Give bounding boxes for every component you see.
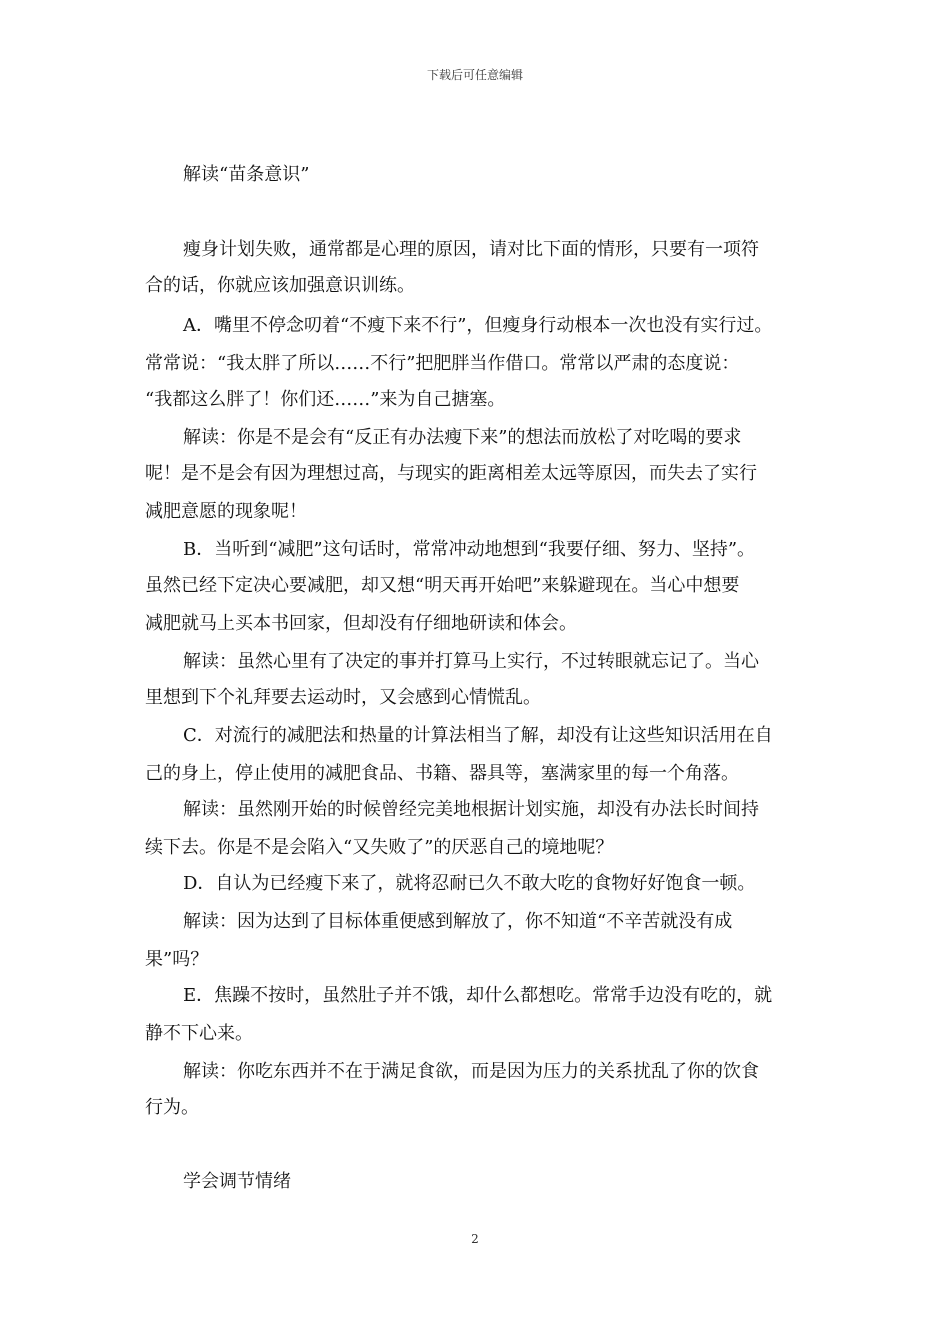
option-a-reading-line: 减肥意愿的现象呢！ <box>145 501 307 522</box>
option-c-line: C．对流行的减肥法和热量的计算法相当了解，却没有让这些知识活用在自 <box>183 725 773 746</box>
option-e-reading-line: 行为。 <box>145 1097 199 1118</box>
option-a-reading-line: 呢！是不是会有因为理想过高，与现实的距离相差太远等原因，而失去了实行 <box>145 463 757 484</box>
page-number: 2 <box>471 1232 479 1246</box>
option-e-line: E．焦躁不按时，虽然肚子并不饿，却什么都想吃。常常手边没有吃的，就 <box>183 985 773 1006</box>
option-b-line: 减肥就马上买本书回家，但却没有仔细地研读和体会。 <box>145 613 577 634</box>
option-c-reading-line: 解读：虽然刚开始的时候曾经完美地根据计划实施，却没有办法长时间持 <box>183 799 759 820</box>
option-d-line: D．自认为已经瘦下来了，就将忍耐已久不敢大吃的食物好好饱食一顿。 <box>183 873 756 894</box>
option-a-reading-line: 解读：你是不是会有“反正有办法瘦下来”的想法而放松了对吃喝的要求 <box>183 427 742 448</box>
option-d-reading-line: 果”吗？ <box>145 949 209 970</box>
section-heading: 学会调节情绪 <box>183 1171 291 1192</box>
option-a-line: 常常说：“我太胖了所以……不行”把肥胖当作借口。常常以严肃的态度说： <box>145 353 740 374</box>
option-a-line: A．嘴里不停念叨着“不瘦下来不行”，但瘦身行动根本一次也没有实行过。 <box>183 315 773 336</box>
option-e-reading-line: 解读：你吃东西并不在于满足食欲，而是因为压力的关系扰乱了你的饮食 <box>183 1061 759 1082</box>
option-b-line: 虽然已经下定决心要减肥，却又想“明天再开始吧”来躲避现在。当心中想要 <box>145 575 740 596</box>
section-heading: 解读“苗条意识” <box>183 164 310 185</box>
intro-line: 合的话，你就应该加强意识训练。 <box>145 275 415 296</box>
intro-line: 瘦身计划失败，通常都是心理的原因，请对比下面的情形，只要有一项符 <box>183 239 759 260</box>
option-b-reading-line: 里想到下个礼拜要去运动时，又会感到心情慌乱。 <box>145 687 541 708</box>
page-header: 下载后可任意编辑 <box>426 68 523 82</box>
option-a-line: “我都这么胖了！你们还……”来为自己搪塞。 <box>145 389 506 410</box>
option-c-reading-line: 续下去。你是不是会陷入“又失败了”的厌恶自己的境地呢？ <box>145 837 614 858</box>
option-c-line: 己的身上，停止使用的减肥食品、书籍、器具等，塞满家里的每一个角落。 <box>145 763 739 784</box>
option-e-line: 静不下心来。 <box>145 1023 253 1044</box>
option-b-reading-line: 解读：虽然心里有了决定的事并打算马上实行，不过转眼就忘记了。当心 <box>183 651 759 672</box>
option-d-reading-line: 解读：因为达到了目标体重便感到解放了，你不知道“不辛苦就没有成 <box>183 911 733 932</box>
option-b-line: B．当听到“减肥”这句话时，常常冲动地想到“我要仔细、努力、坚持”。 <box>183 539 756 560</box>
